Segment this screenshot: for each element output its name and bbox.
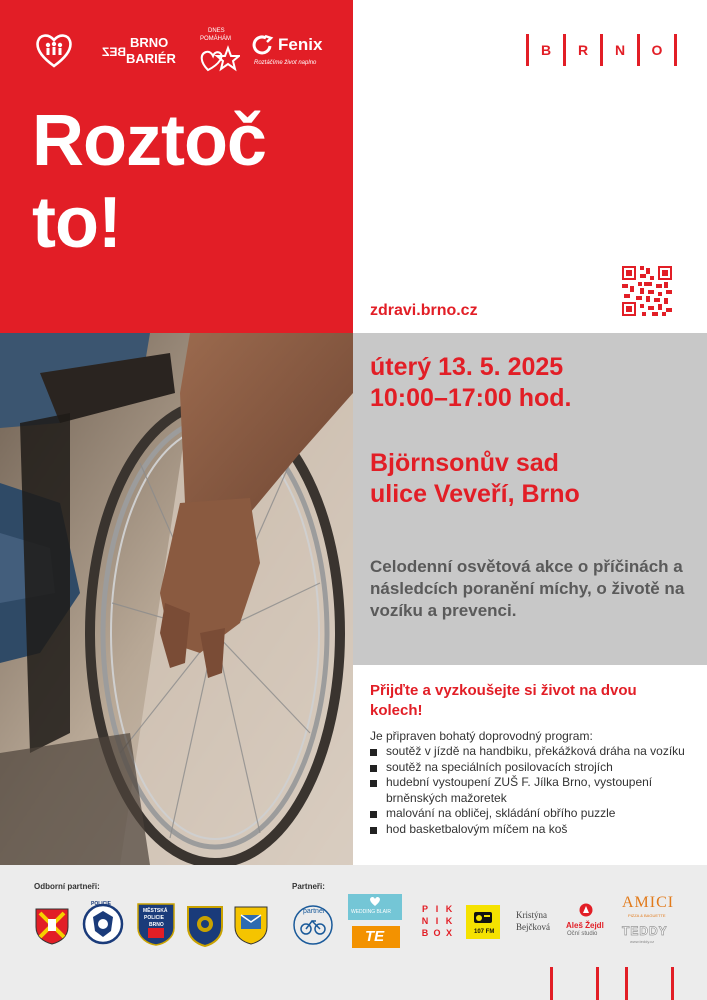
event-datetime — [370, 352, 572, 414]
piknik-letter: K — [445, 904, 453, 914]
dnes-pomaham-logo — [194, 28, 244, 78]
heart-star-icon — [198, 44, 240, 74]
radio-icon — [473, 909, 493, 925]
qr-code[interactable] — [622, 266, 672, 316]
wedding-text: WEDDING BLAIR — [351, 909, 392, 915]
brno-letter-b: B — [526, 34, 563, 66]
fire-rescue-logo — [32, 905, 72, 945]
mestska-policie-logo — [136, 902, 176, 946]
piknik-letter: O — [433, 928, 441, 938]
teddy-url: www.teddy.cz — [630, 939, 655, 944]
partner-text: partner — [303, 908, 326, 915]
fenix-tagline: Roztáčíme život naplno — [254, 60, 317, 66]
brno-bez-barier-logo — [102, 36, 192, 76]
brno-letter-r: R — [563, 34, 600, 66]
wheelchair-photo — [0, 333, 353, 865]
radio-logo — [466, 905, 500, 939]
website-link[interactable]: zdravi.brno.cz — [370, 302, 478, 319]
eye-drop-icon — [579, 903, 593, 917]
brno-city-logo — [526, 34, 674, 66]
program-intro: Je připraven bohatý doprovodný program: — [370, 729, 593, 743]
event-time: 10:00–17:00 hod. — [370, 384, 572, 412]
bez-prefix: BEZ — [102, 45, 126, 59]
expert-partners-label: Odborní partneři: — [34, 882, 100, 891]
program-item: soutěž na speciálních posilovacích strojích — [370, 760, 690, 776]
te-connectivity-logo — [352, 926, 400, 948]
piknik-letter: K — [445, 916, 453, 926]
ales-line2: Oční studio — [567, 931, 598, 937]
title-line1: Roztoč — [32, 101, 266, 181]
program-list — [370, 744, 690, 837]
program-item: hod basketbalovým míčem na koš — [370, 822, 690, 838]
dnes-line1: DNES — [208, 28, 225, 34]
brno-letter-n: N — [600, 34, 637, 66]
event-location — [370, 448, 580, 510]
teddy-text: TEDDY — [622, 924, 668, 938]
kristyna-bejckova-logo — [516, 909, 564, 939]
mestska-line1: MĚSTSKÁ — [143, 908, 168, 914]
policie-text: POLICIE — [91, 901, 112, 907]
footer-red-bar — [596, 967, 599, 1000]
piknik-letter: I — [435, 904, 439, 914]
piknik-letter: X — [445, 928, 452, 938]
program-item: malování na obličej, skládání obřího puzzle — [370, 806, 690, 822]
dnes-line2: POMÁHÁM — [200, 36, 232, 42]
brno-letter-o: O — [637, 34, 677, 66]
piknik-letter: N — [421, 916, 429, 926]
wedding-logo — [348, 894, 402, 920]
piknik-letter: B — [421, 928, 429, 938]
heart-family-logo — [34, 30, 74, 70]
amici-tagline: PIZZA & BAGUETTE — [628, 913, 666, 918]
ales-zejdl-logo — [566, 903, 616, 943]
program-invitation: Přijďte a vyzkoušejte si život na dvou kolech! — [370, 682, 637, 719]
kristyna-line1: Kristýna — [516, 910, 547, 920]
footer-red-bar — [671, 967, 674, 1000]
footer-red-bar — [625, 967, 628, 1000]
amici-logo — [618, 894, 678, 920]
event-place-line2: ulice Veveří, Brno — [370, 480, 580, 508]
te-text: TE — [365, 928, 385, 945]
rescue-badge-logo — [186, 903, 224, 947]
footer-red-bar — [550, 967, 553, 1000]
piknik-letter: I — [435, 916, 439, 926]
event-description: Celodenní osvětová akce o příčinách a následcích poranění míchy, o životě na vozíku a prevenci. — [370, 557, 685, 620]
partner-cycling-logo — [292, 904, 334, 946]
piknik-letter: P — [421, 904, 428, 914]
ales-line1: Aleš Žejdl — [566, 921, 604, 930]
kristyna-line2: Bejčková — [516, 922, 550, 932]
title-line2: to! — [32, 183, 121, 263]
mestska-line3: BRNO — [149, 922, 164, 928]
piknikbox-logo — [419, 903, 455, 941]
program-item: soutěž v jízdě na handbiku, překážková dráha na vozíku — [370, 744, 690, 760]
policie-logo — [82, 903, 124, 945]
page-title — [32, 100, 266, 264]
bez-barier-line2: BARIÉR — [126, 51, 176, 66]
mestska-line2: POLICIE — [144, 915, 165, 921]
heart-icon — [369, 896, 381, 907]
event-date: úterý 13. 5. 2025 — [370, 353, 564, 381]
school-crest-logo — [233, 905, 269, 945]
event-place-line1: Björnsonův sad — [370, 449, 559, 477]
radio-text: 107 FM — [474, 929, 495, 935]
fenix-name: Fenix — [278, 35, 323, 54]
fenix-swirl-icon — [252, 34, 274, 56]
partners-label: Partneři: — [292, 882, 325, 891]
fenix-logo — [252, 34, 352, 74]
teddy-logo — [618, 922, 674, 948]
partner-logos-top — [30, 28, 350, 78]
amici-name: AMICI — [622, 894, 675, 911]
bez-barier-line1: BRNO — [130, 35, 169, 50]
program-item: hudební vystoupení ZUŠ F. Jílka Brno, vystoupení brněnských mažoretek — [370, 775, 690, 806]
